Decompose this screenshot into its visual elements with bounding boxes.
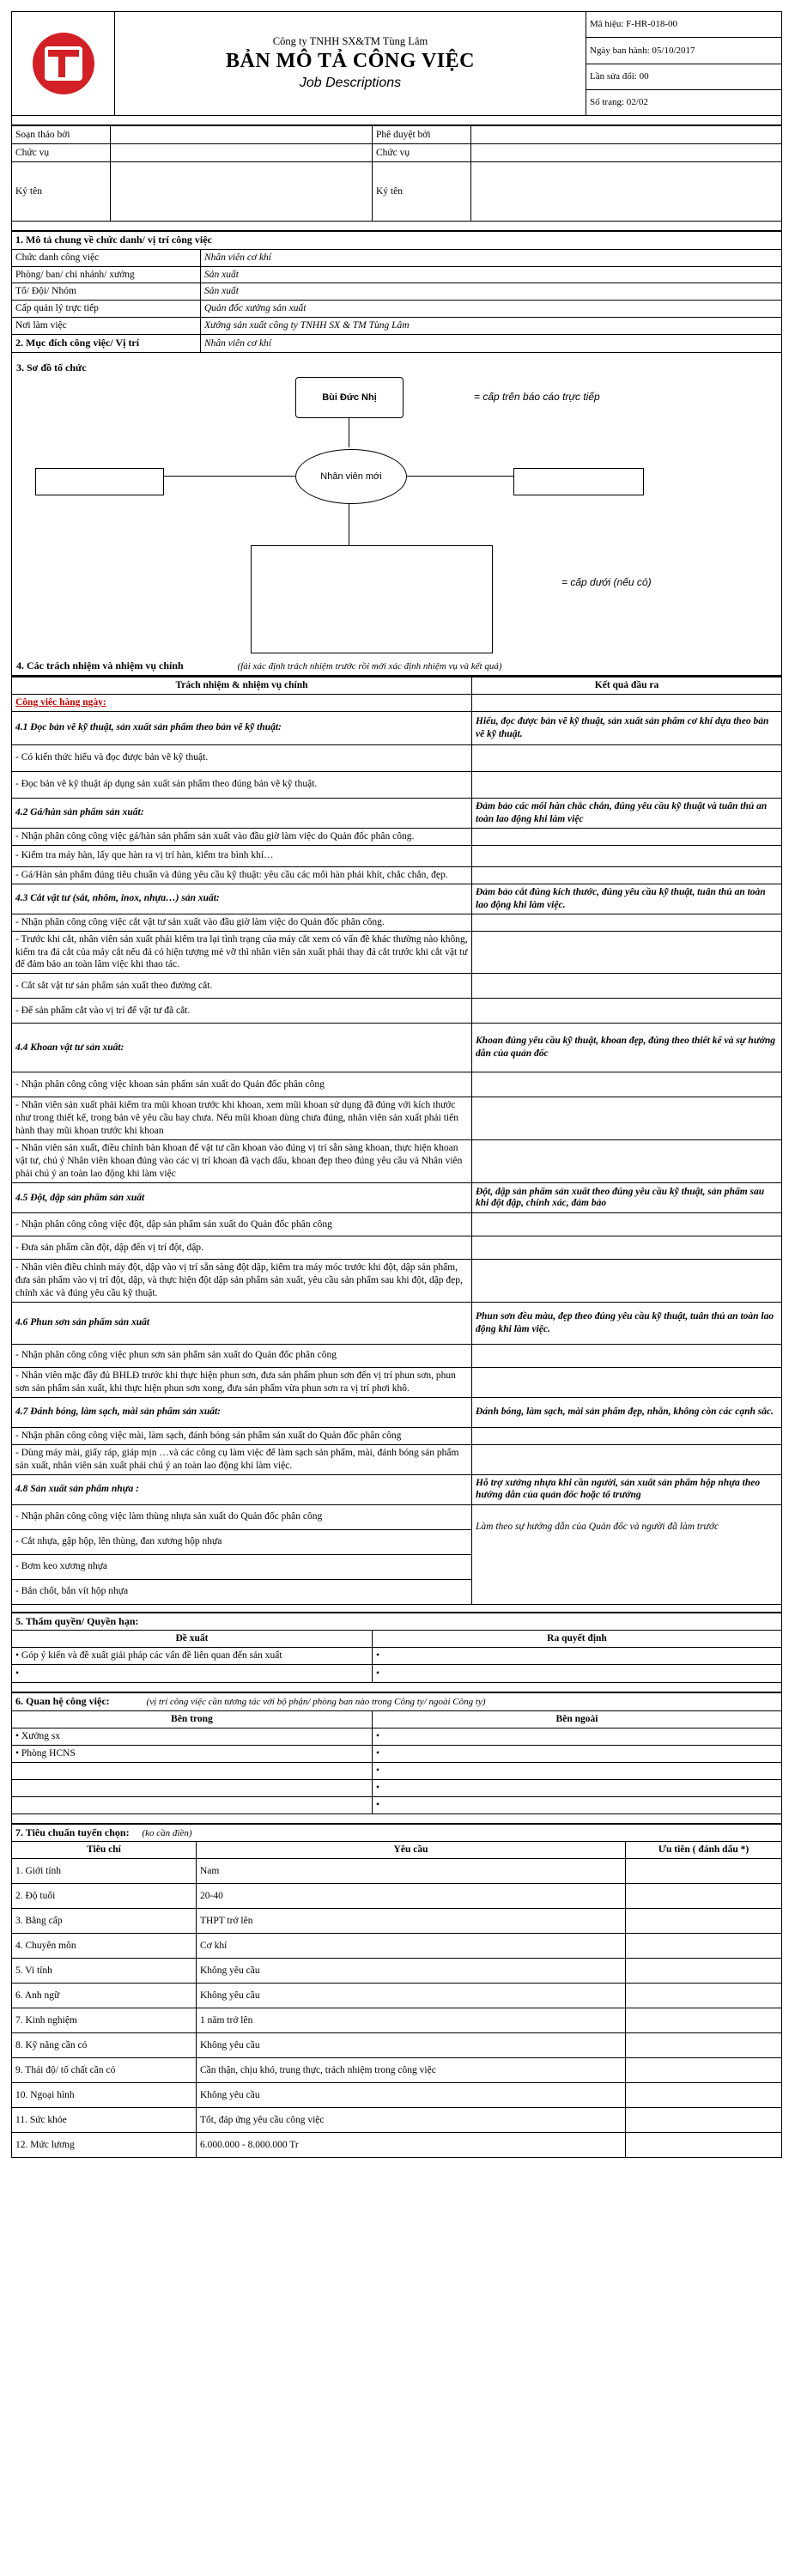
task-item: - Kiểm tra máy hàn, lấy que hàn ra vị trí hàn, kiểm tra bình khí…: [12, 845, 472, 866]
prepared-signature[interactable]: [111, 162, 373, 222]
document-subtitle: Job Descriptions: [299, 76, 402, 91]
subordinate-box: [251, 545, 493, 653]
criteria-value: Cơ khí: [197, 1934, 626, 1959]
task-item: - Đưa sản phẩm cần đột, dập đến vị trí đột, dập.: [12, 1236, 472, 1260]
task-item: - Nhân viên mặc đầy đủ BHLĐ trước khi thực hiện phun sơn, đưa sản phẩm phun sơn đến vị trí phun sơn, phun sơn sản phẩm sản xuất, khi thực hiện phun sơn xong, đưa sản phẩm vừa phun sơn ra vị trí phơi khô.: [12, 1367, 472, 1397]
s1-value: Nhân viên cơ khí: [201, 249, 782, 266]
criteria-label: 5. Vi tính: [12, 1959, 197, 1984]
priority-cell[interactable]: [626, 2083, 782, 2108]
criteria-label: 7. Kinh nghiệm: [12, 2008, 197, 2033]
group-title: 4.6 Phun sơn sản phẩm sản xuất: [12, 1302, 472, 1344]
external-item: •: [373, 1796, 782, 1814]
section1-table: [11, 230, 782, 353]
propose-col-header: Đề xuất: [12, 1631, 373, 1648]
criteria-value: THPT trở lên: [197, 1909, 626, 1934]
priority-cell[interactable]: [626, 2008, 782, 2033]
task-item: - Gá/Hàn sản phẩm đúng tiêu chuẩn và đúng yêu cầu kỹ thuật: yêu cầu các mối hàn phải khít, chắc chắn, đẹp.: [12, 866, 472, 884]
task-item: - Cắt nhựa, gập hộp, lên thùng, đan xương hộp nhựa: [12, 1529, 472, 1554]
task-item: - Nhân viên điều chỉnh máy đột, dập vào vị trí sẵn sàng đột dập, kiểm tra máy móc trước khi đột, dập sản phẩm, đưa sản phẩm vào vị trí đột, dập, và thực hiện đột dập sản phẩm sản xuất, yêu cầu sản phẩm sau khi đột, dập đẹp, chính xác và đúng yêu cầu kỹ thuật.: [12, 1260, 472, 1303]
internal-item: [12, 1779, 373, 1796]
external-item: •: [373, 1762, 782, 1779]
criteria-label: 1. Giới tính: [12, 1859, 197, 1884]
decide-item: •: [373, 1648, 782, 1665]
section7-note: (ko cần điền): [142, 1827, 192, 1838]
external-item: •: [373, 1779, 782, 1796]
priority-cell[interactable]: [626, 2108, 782, 2133]
priority-cell[interactable]: [626, 1859, 782, 1884]
approved-position-value[interactable]: [471, 144, 782, 162]
group-title: 4.8 Sản xuất sản phẩm nhựa :: [12, 1474, 472, 1504]
priority-cell[interactable]: [626, 1909, 782, 1934]
group-result: Đột, dập sản phẩm sản xuất theo đúng yêu cầu kỹ thuật, sản phẩm sau khi đột đập, chính xác, đảm bảo: [472, 1183, 782, 1213]
group-result: Đảm bảo cắt đúng kích thước, đúng yêu cầu kỹ thuật, tuân thủ an toàn lao động khi làm việc.: [472, 884, 782, 914]
section1-title: 1. Mô tả chung về chức danh/ vị trí công việc: [12, 231, 782, 249]
decide-item: •: [373, 1664, 782, 1682]
result-col-header: Kết quả đầu ra: [472, 677, 782, 694]
task-item: - Nhận phân công công việc khoan sản phẩm sản xuất do Quản đốc phân công: [12, 1072, 472, 1097]
prepared-sign-label: Ký tên: [12, 162, 111, 222]
s1-value: Sản xuất: [201, 266, 782, 283]
group-title: 4.4 Khoan vật tư sản xuất:: [12, 1024, 472, 1072]
note-subordinate: = cấp dưới (nếu có): [561, 575, 652, 588]
priority-cell[interactable]: [626, 1984, 782, 2008]
resp-col-header: Trách nhiệm & nhiệm vụ chính: [12, 677, 472, 694]
criteria-label: 9. Thái độ/ tố chất cần có: [12, 2058, 197, 2083]
section7-title: 7. Tiêu chuẩn tuyển chọn:: [15, 1826, 130, 1838]
s1-label: Chức danh công việc: [12, 249, 201, 266]
priority-cell[interactable]: [626, 1884, 782, 1909]
criteria-col-header: Tiêu chí: [12, 1842, 197, 1859]
employee-node: Nhân viên mới: [295, 449, 407, 504]
task-item: - Cắt sắt vật tư sản phẩm sản xuất theo đường cắt.: [12, 974, 472, 999]
task-item: - Nhận phân công công việc gá/hàn sản phẩm sản xuất vào đầu giờ làm việc do Quản đốc phân công.: [12, 828, 472, 845]
approved-sign-label: Ký tên: [373, 162, 471, 222]
task-item: - Trước khi cắt, nhân viên sản xuất phải kiểm tra lại tình trạng của máy cắt xem có vấn đề khác thường nào không, kiểm tra đá cắt của máy cắt nếu đá có hiện tượng mẻ vỡ thì nhân viên sản xuất phải thay đá cắt trước khi cắt vật tư để đảm bảo an toàn lâm việc khi thao tác.: [12, 931, 472, 974]
criteria-value: 20-40: [197, 1884, 626, 1909]
criteria-table: [11, 1823, 782, 2159]
criteria-value: Không yêu cầu: [197, 1959, 626, 1984]
meta-issue-date: Ngày ban hành: 05/10/2017: [586, 38, 782, 64]
criteria-value: 6.000.000 - 8.000.000 Tr: [197, 2133, 626, 2158]
org-chart: [11, 353, 782, 676]
group-result: Hỗ trợ xưởng nhựa khi cần người, sản xuất sản phẩm hộp nhựa theo hướng dẫn của quản đốc hoặc tổ trưởng: [472, 1474, 782, 1504]
s1-value: Xưởng sản xuất công ty TNHH SX & TM Tùng Lâm: [201, 318, 782, 335]
prepared-position-label: Chức vụ: [12, 144, 111, 162]
task-item: - Nhân viên sản xuất, điều chỉnh bàn khoan để vật tư cần khoan vào đúng vị trí sẵn sàng khoan, thực hiện khoan vật tư, chú ý Nhân viên khoan đúng vào các vị trí khoan đã vạch dấu, khoan đẹp theo đúng yêu cầu và Nhân viên phải chú ý an toàn lao động khi làm việc: [12, 1140, 472, 1183]
meta-page: Số trang: 02/02: [586, 89, 782, 115]
s1-label: Nơi làm việc: [12, 318, 201, 335]
task-item: - Nhận phân công công việc phun sơn sản phẩm sản xuất do Quản đốc phân công: [12, 1344, 472, 1367]
approved-by-label: Phê duyệt bởi: [373, 125, 471, 144]
criteria-label: 11. Sức khỏe: [12, 2108, 197, 2133]
task-item: - Nhân viên sản xuất phải kiểm tra mũi khoan trước khi khoan, xem mũi khoan sử dụng đã đúng với kích thước như trong thiết kế, trong bản vẽ yêu cầu hay chưa. Nếu mũi khoan dùng chưa đúng, nhân viên sản xuất phải tiến hành thay mũi khoan trước khi khoan: [12, 1097, 472, 1140]
decide-col-header: Ra quyết định: [373, 1631, 782, 1648]
criteria-label: 3. Bằng cấp: [12, 1909, 197, 1934]
manager-box: Bùi Đức Nhị: [295, 377, 404, 418]
requirement-col-header: Yêu cầu: [197, 1842, 626, 1859]
job-description-sheet: [11, 11, 782, 2158]
group-title: 4.7 Đánh bóng, làm sạch, mài sản phẩm sản xuất:: [12, 1397, 472, 1427]
task-item: - Bắn chốt, bắn vít hộp nhựa: [12, 1579, 472, 1604]
criteria-value: Không yêu cầu: [197, 2083, 626, 2108]
criteria-value: Nam: [197, 1859, 626, 1884]
task-item: - Nhận phân công công việc đột, dập sản phẩm sản xuất do Quản đốc phân công: [12, 1213, 472, 1236]
task-item: - Dùng máy mài, giấy ráp, giáp mịn …và các công cụ làm việc để làm sạch sản phẩm, mài, đánh bóng sản phẩm sản xuất, nhân viên sản xuất phải chú ý an toàn lao động khi làm việc.: [12, 1444, 472, 1474]
section6-heading: [12, 1692, 782, 1710]
group-result-plastic: Làm theo sự hướng dẫn của Quản đốc và người đã làm trước: [472, 1504, 782, 1604]
internal-col-header: Bên trong: [12, 1710, 373, 1728]
task-item: - Bơm keo xương nhựa: [12, 1554, 472, 1579]
peer-box-left: [35, 468, 164, 495]
criteria-value: Không yêu cầu: [197, 1984, 626, 2008]
external-col-header: Bên ngoài: [373, 1710, 782, 1728]
priority-col-header: Ưu tiên ( đánh dấu *): [626, 1842, 782, 1859]
internal-item: [12, 1796, 373, 1814]
section6-note: (vị trí công việc cần tương tác với bộ phận/ phòng ban nào trong Công ty/ ngoài Công ty): [146, 1696, 486, 1707]
task-item: - Đọc bản vẽ kỹ thuật áp dụng sản xuất sản phẩm theo đúng bản vẽ kỹ thuật.: [12, 771, 472, 798]
company-name: Công ty TNHH SX&TM Tùng Lâm: [272, 34, 428, 47]
s1-label: Phòng/ ban/ chi nhánh/ xưởng: [12, 266, 201, 283]
priority-cell[interactable]: [626, 2033, 782, 2058]
section7-heading: [12, 1824, 782, 1842]
internal-item: [12, 1762, 373, 1779]
criteria-label: 6. Anh ngữ: [12, 1984, 197, 2008]
section6-title: 6. Quan hệ công việc:: [15, 1694, 110, 1707]
section4-heading: [16, 659, 772, 672]
prepared-by-label: Soạn thảo bởi: [12, 125, 111, 144]
propose-item: •: [12, 1664, 373, 1682]
responsibilities-table: [11, 676, 782, 1605]
daily-work-label: Công việc hàng ngày:: [12, 694, 472, 711]
external-item: •: [373, 1728, 782, 1745]
criteria-value: Không yêu cầu: [197, 2033, 626, 2058]
group-title: 4.3 Cắt vật tư (sắt, nhôm, inox, nhựa…) sản xuất:: [12, 884, 472, 914]
criteria-label: 4. Chuyên môn: [12, 1934, 197, 1959]
task-item: - Nhận phân công công việc cắt vật tư sản xuất vào đầu giờ làm việc do Quản đốc phân công.: [12, 914, 472, 931]
relations-table: [11, 1692, 782, 1814]
s1-label: Cấp quản lý trực tiếp: [12, 301, 201, 318]
section5-title: 5. Thẩm quyền/ Quyền hạn:: [12, 1613, 782, 1631]
section2-title: 2. Mục đích công việc/ Vị trí: [12, 335, 201, 353]
group-title: 4.5 Đột, dập sản phẩm sản xuất: [12, 1183, 472, 1213]
group-result: Hiểu, đọc được bản vẽ kỹ thuật, sản xuất sản phẩm cơ khí dựa theo bản vẽ kỹ thuật.: [472, 711, 782, 744]
group-result: Đảm bảo các mối hàn chắc chắn, đúng yêu cầu kỹ thuật và tuân thủ an toàn lao động khi làm việc: [472, 798, 782, 828]
s1-label: Tổ/ Đội/ Nhóm: [12, 283, 201, 301]
criteria-label: 8. Kỹ năng cần có: [12, 2033, 197, 2058]
group-result: Đánh bóng, làm sạch, mài sản phẩm đẹp, nhẵn, không còn các cạnh sắc.: [472, 1397, 782, 1427]
prepared-by-value[interactable]: [111, 125, 373, 144]
meta-revision: Lần sửa đổi: 00: [586, 64, 782, 89]
priority-cell[interactable]: [626, 1959, 782, 1984]
priority-cell[interactable]: [626, 1934, 782, 1959]
s1-value: Quản đốc xưởng sản xuất: [201, 301, 782, 318]
logo-cell: [12, 12, 115, 116]
approved-by-value[interactable]: [471, 125, 782, 144]
sign-table: [11, 125, 782, 222]
priority-cell[interactable]: [626, 2133, 782, 2158]
group-result: Phun sơn đều màu, đẹp theo đúng yêu cầu kỹ thuật, tuân thủ an toàn lao động khi làm việc.: [472, 1302, 782, 1344]
task-item: - Nhận phân công công việc mài, làm sạch, đánh bóng sản phẩm sản xuất do Quản đốc phân công: [12, 1427, 472, 1444]
note-superior: = cấp trên báo cáo trực tiếp: [474, 390, 600, 403]
criteria-value: Cần thận, chịu khó, trung thực, trách nhiệm trong công việc: [197, 2058, 626, 2083]
section2-value: Nhân viên cơ khí: [201, 335, 782, 353]
section4-title: 4. Các trách nhiệm và nhiệm vụ chính: [16, 659, 184, 671]
prepared-position-value[interactable]: [111, 144, 373, 162]
s1-value: Sản xuất: [201, 283, 782, 301]
company-logo: [33, 33, 94, 94]
criteria-label: 10. Ngoại hình: [12, 2083, 197, 2108]
task-item: - Để sản phẩm cắt vào vị trí để vật tư đã cắt.: [12, 999, 472, 1024]
criteria-label: 2. Độ tuổi: [12, 1884, 197, 1909]
group-title: 4.1 Đọc bản vẽ kỹ thuật, sản xuất sản phẩm theo bản vẽ kỹ thuật:: [12, 711, 472, 744]
internal-item: • Phòng HCNS: [12, 1745, 373, 1762]
criteria-value: 1 năm trở lên: [197, 2008, 626, 2033]
task-item: - Có kiến thức hiểu và đọc được bản vẽ kỹ thuật.: [12, 744, 472, 771]
authority-table: [11, 1612, 782, 1683]
section3-title: 3. Sơ đồ tổ chức: [16, 361, 87, 374]
criteria-value: Tốt, đáp ứng yêu cầu công việc: [197, 2108, 626, 2133]
section4-note: (fải xác định trách nhiệm trước rồi mới xác định nhiệm vụ và kết quả): [237, 660, 502, 671]
peer-box-right: [513, 468, 644, 495]
internal-item: • Xưởng sx: [12, 1728, 373, 1745]
priority-cell[interactable]: [626, 2058, 782, 2083]
approved-position-label: Chức vụ: [373, 144, 471, 162]
criteria-label: 12. Mức lương: [12, 2133, 197, 2158]
header-table: [11, 11, 782, 116]
document-title: BẢN MÔ TẢ CÔNG VIỆC: [226, 50, 475, 73]
meta-code: Mã hiệu: F-HR-018-00: [586, 12, 782, 38]
propose-item: • Góp ý kiến và đề xuất giải pháp các vấn đề liên quan đến sản xuất: [12, 1648, 373, 1665]
task-item: - Nhận phân công công việc làm thùng nhựa sản xuất do Quản đốc phân công: [12, 1504, 472, 1529]
title-cell: [115, 12, 586, 116]
group-result: Khoan đúng yêu cầu kỹ thuật, khoan đẹp, đúng theo thiết kế và sự hướng dẫn của quản đốc: [472, 1024, 782, 1072]
external-item: •: [373, 1745, 782, 1762]
group-title: 4.2 Gá/hàn sản phẩm sản xuất:: [12, 798, 472, 828]
approved-signature[interactable]: [471, 162, 782, 222]
